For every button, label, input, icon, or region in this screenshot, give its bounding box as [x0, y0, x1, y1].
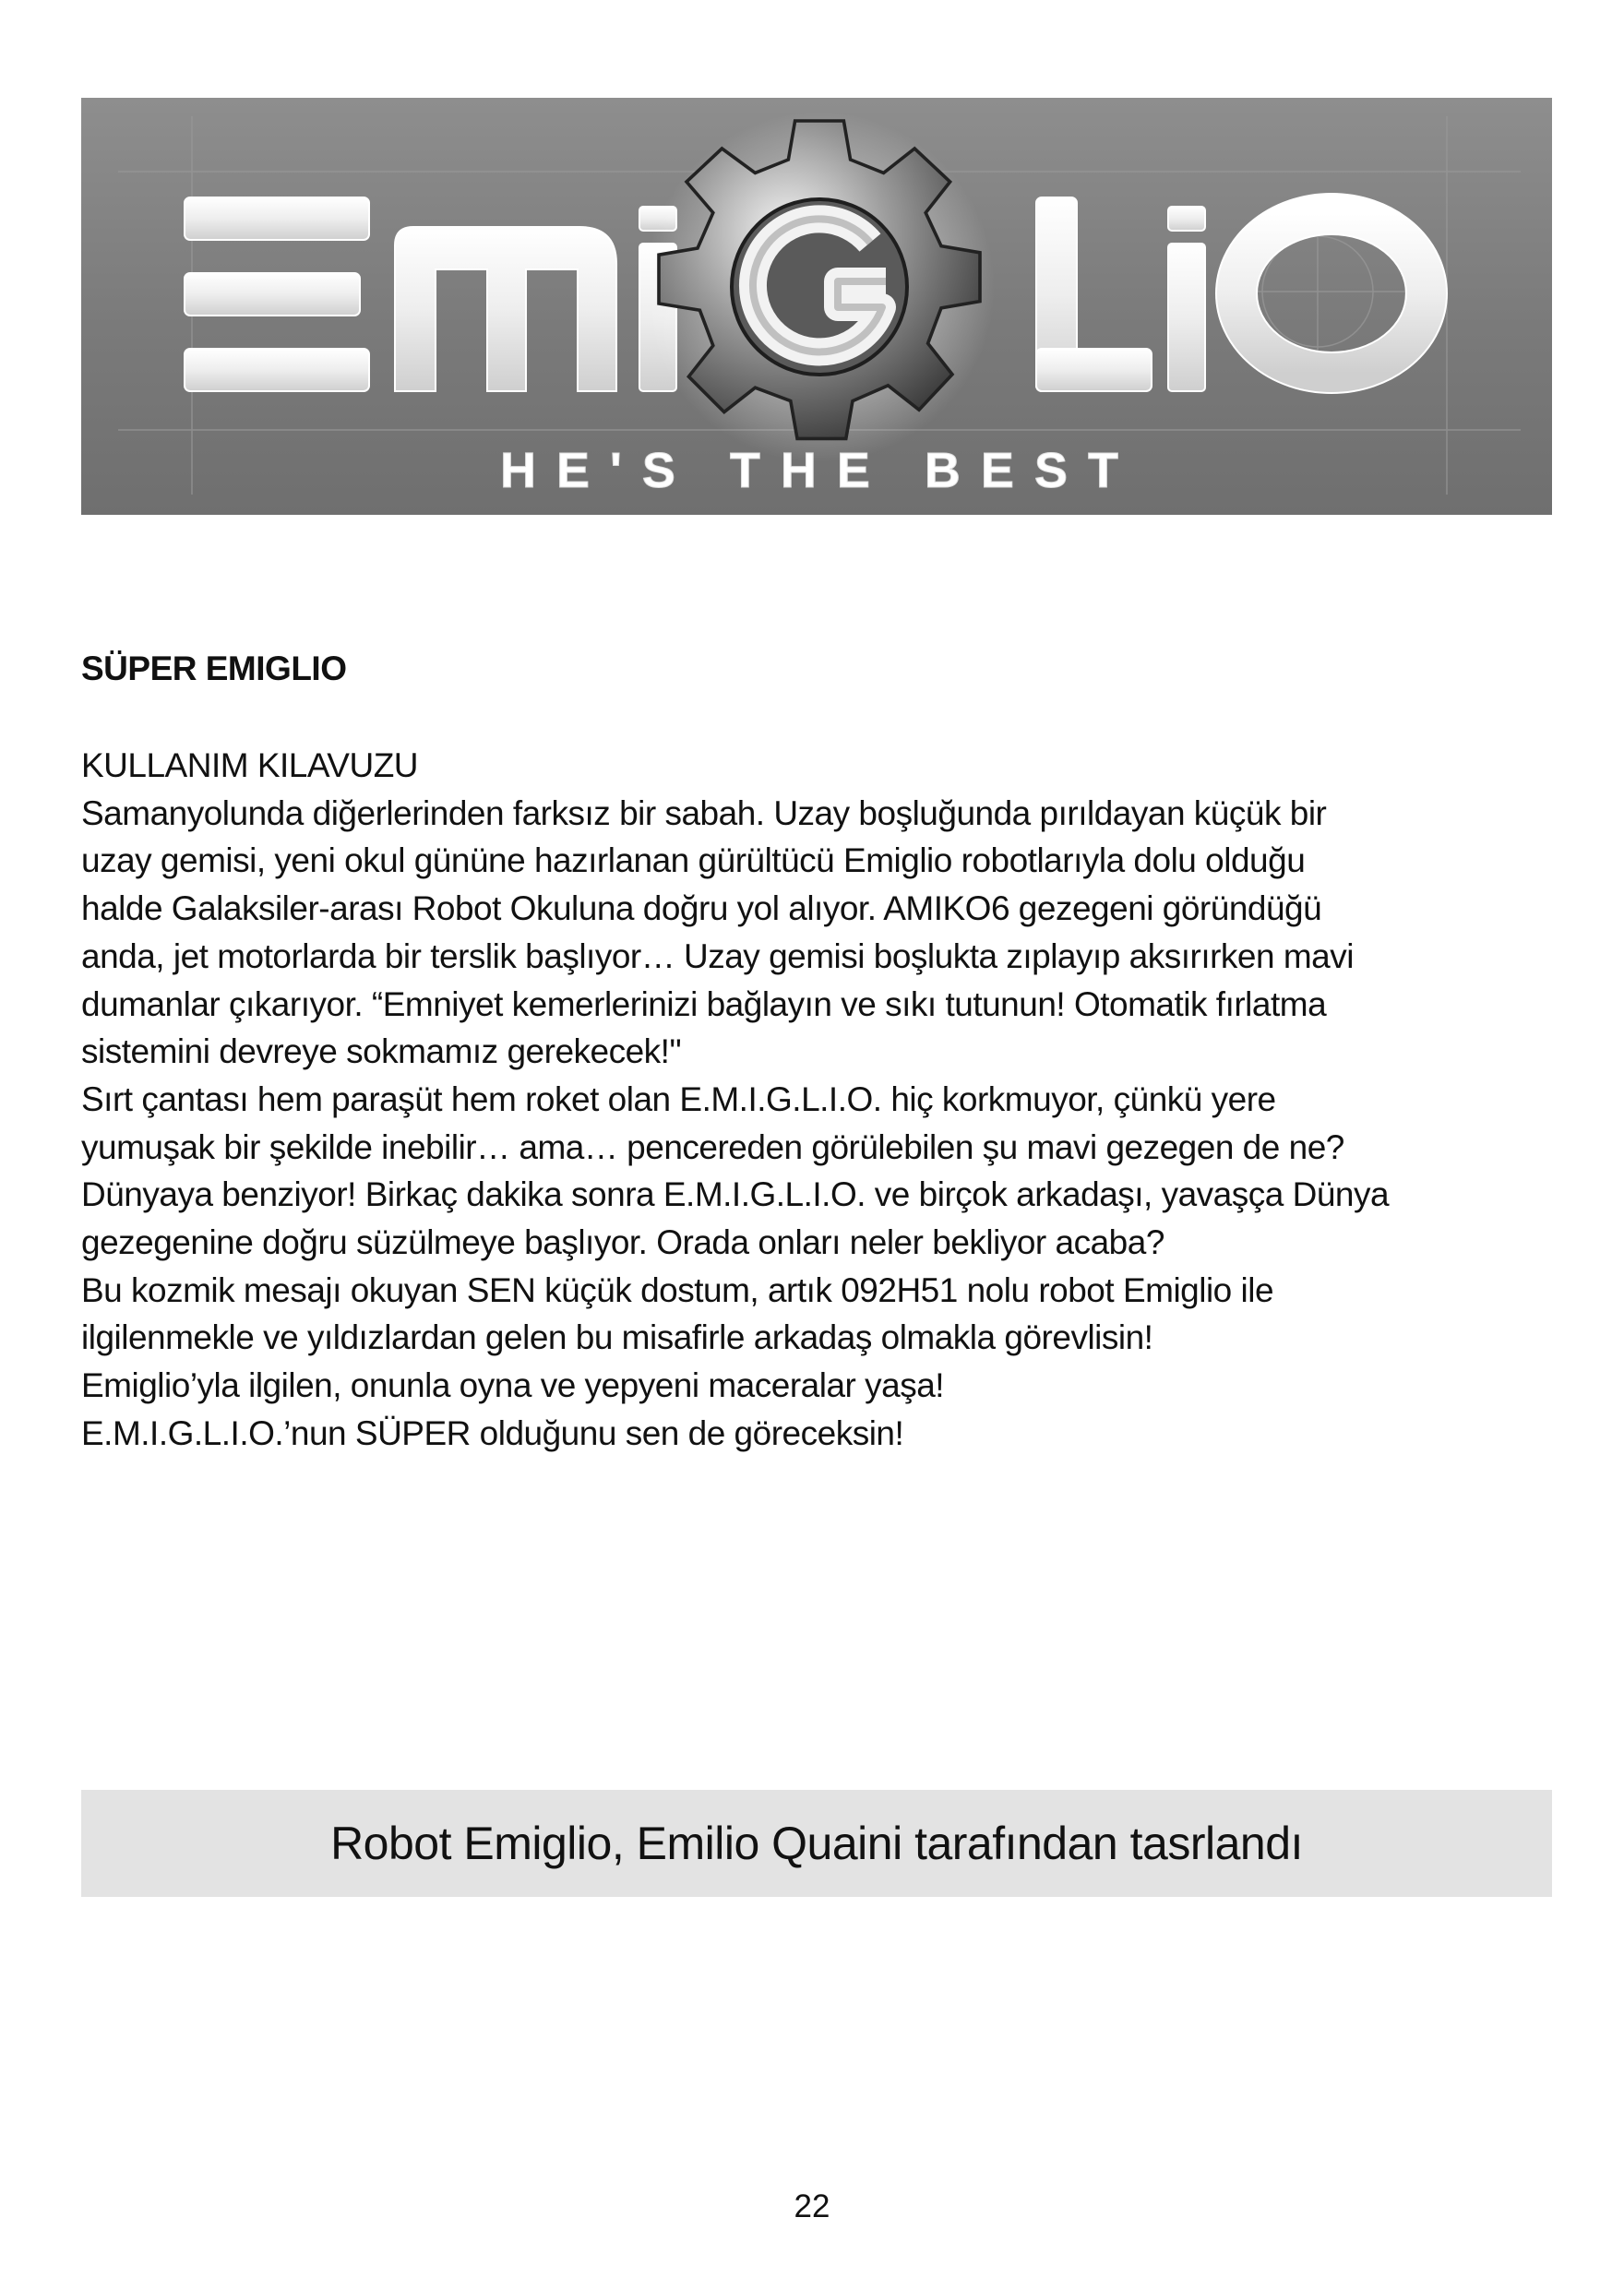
body-line: E.M.I.G.L.I.O.’nun SÜPER olduğunu sen de göreceksin!	[81, 1413, 904, 1452]
body-line: sistemini devreye sokmamız gerekecek!"	[81, 1032, 682, 1071]
body-line: Bu kozmik mesajı okuyan SEN küçük dostum, artık 092H51 nolu robot Emiglio ile	[81, 1270, 1274, 1309]
manual-body-text	[81, 742, 1558, 1458]
body-line: Sırt çantası hem paraşüt hem roket olan E.M.I.G.L.I.O. hiç korkmuyor, çünkü yere	[81, 1079, 1276, 1118]
section-heading: SÜPER EMIGLIO	[81, 650, 347, 687]
emiglio-logo-artwork	[81, 98, 1552, 515]
body-line: Emiglio’yla ilgilen, onunla oyna ve yepyeni maceralar yaşa!	[81, 1366, 945, 1405]
body-line: yumuşak bir şekilde inebilir… ama… pencereden görülebilen şu mavi gezegen de ne?	[81, 1127, 1344, 1166]
emiglio-logo-banner	[81, 98, 1552, 515]
credit-text: Robot Emiglio, Emilio Quaini tarafından tasrlandı	[330, 1818, 1303, 1869]
body-line: ilgilenmekle ve yıldızlardan gelen bu misafirle arkadaş olmakla görevlisin!	[81, 1318, 1153, 1357]
body-line: gezegenine doğru süzülmeye başlıyor. Orada onları neler bekliyor acaba?	[81, 1223, 1164, 1262]
body-line: Samanyolunda diğerlerinden farksız bir sabah. Uzay boşluğunda pırıldayan küçük bir	[81, 793, 1327, 832]
body-line: uzay gemisi, yeni okul gününe hazırlanan gürültücü Emiglio robotlarıyla dolu olduğu	[81, 841, 1306, 880]
logo-tagline: HE'S THE BEST	[500, 443, 1139, 498]
credit-box	[81, 1790, 1552, 1897]
subheading-line: KULLANIM KILAVUZU	[81, 746, 419, 784]
body-line: Dünyaya benziyor! Birkaç dakika sonra E.M.I.G.L.I.O. ve birçok arkadaşı, yavaşça Dünya	[81, 1175, 1390, 1214]
page-number: 22	[794, 2188, 830, 2224]
body-line: anda, jet motorlarda bir terslik başlıyor… Uzay gemisi boşlukta zıplayıp aksırırken mavi	[81, 936, 1354, 975]
body-line: halde Galaksiler-arası Robot Okuluna doğru yol alıyor. AMIKO6 gezegeni göründüğü	[81, 889, 1322, 928]
body-line: dumanlar çıkarıyor. “Emniyet kemerlerinizi bağlayın ve sıkı tutunun! Otomatik fırlatma	[81, 984, 1327, 1023]
